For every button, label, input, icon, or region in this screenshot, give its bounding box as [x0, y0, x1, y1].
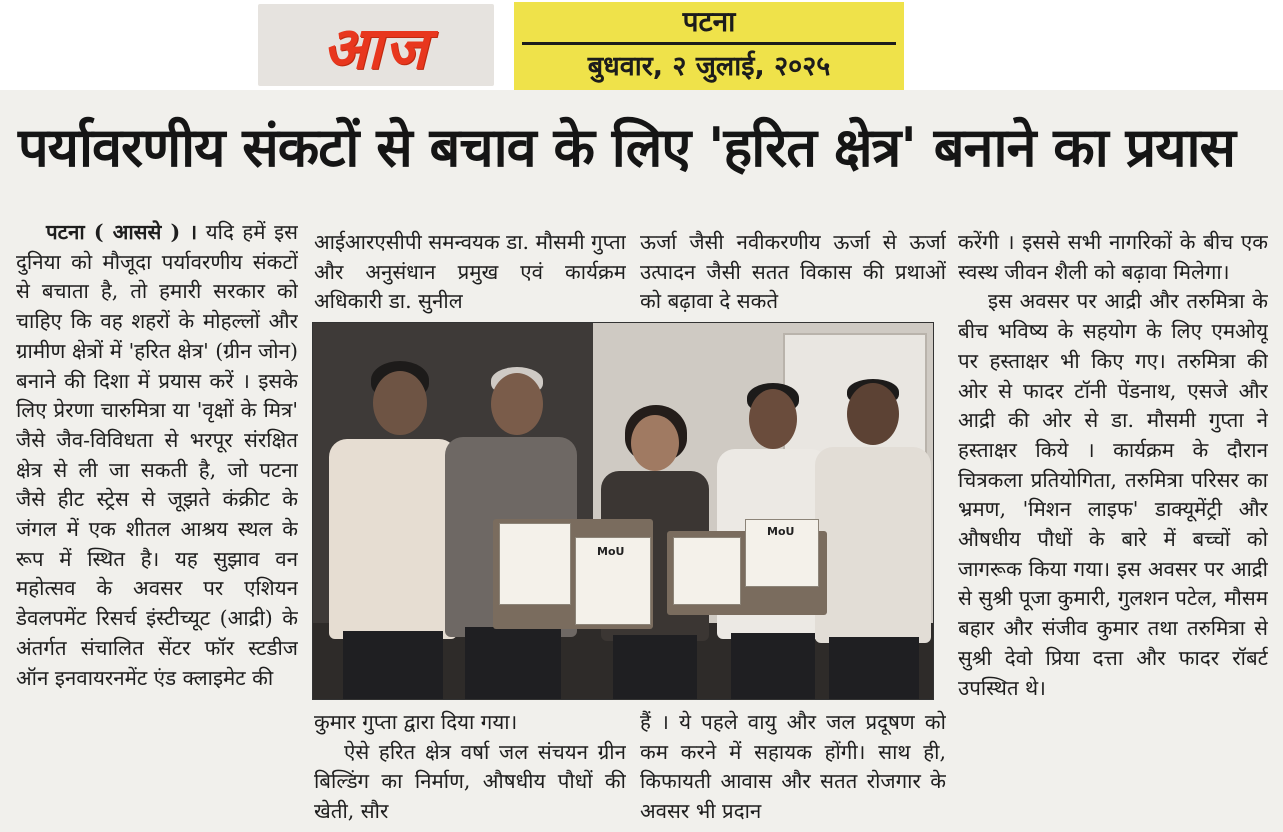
article-column-3-bottom	[640, 708, 946, 828]
mou-signing-photo	[312, 322, 934, 700]
person-5	[811, 379, 933, 699]
edition-date: बुधवार, २ जुलाई, २०२५	[587, 51, 831, 82]
column-3-bottom-text: हैं । ये पहले वायु और जल प्रदूषण को कम करने में सहायक होंगी। साथ ही, किफायती आवास और सतत रोजगार के अवसर भी प्रदान	[640, 710, 946, 824]
column-3-top-text: ऊर्जा जैसी नवीकरणीय ऊर्जा से ऊर्जा उत्पादन जैसी सतत विकास की प्रथाओं को बढ़ावा दे सकते	[640, 230, 946, 314]
column-4-paragraph-1: करेंगी । इससे सभी नागरिकों के बीच एक स्वस्थ जीवन शैली को बढ़ावा मिलेगा।	[958, 230, 1268, 284]
column-2-bottom-line: कुमार गुप्ता द्वारा दिया गया।	[314, 710, 518, 734]
article-dateline: पटना ( आससे ) ।	[46, 220, 198, 244]
mou-document-left-page	[499, 523, 571, 605]
article-headline: पर्यावरणीय संकटों से बचाव के लिए 'हरित क्षेत्र' बनाने का प्रयास	[18, 116, 1236, 179]
article-column-4	[958, 228, 1268, 828]
edition-dateline-box	[514, 2, 904, 94]
mou-label-left: MoU	[597, 545, 625, 558]
edition-city: पटना	[682, 5, 736, 38]
column-4-paragraph-2: इस अवसर पर आद्री और तरुमित्रा के बीच भविष्य के सहयोग के लिए एमओयू पर हस्ताक्षर भी किए गए। तरुमित्रा की ओर से फादर टॉनी पेंडनाथ, एसजे और आद्री की ओर से डा. मौसमी गुप्ता ने हस्ताक्षर किये । कार्यक्रम के दौरान चित्रकला प्रतियोगिता, तरुमित्रा परिसर का भ्रमण, 'मिशन लाइफ' डाक्यूमेंट्री और औषधीय पौधों के बारे में बच्चों को जागरूक किया गया। इस अवसर पर आद्री से सुश्री पूजा कुमारी, गुलशन पटेल, मौसम बहार और संजीव कुमार तथा तरुमित्रा से सुश्री देवो प्रिया दत्ता और फादर रॉबर्ट उपस्थित थे।	[958, 289, 1268, 700]
article-column-1	[16, 218, 298, 828]
logo-text: आज	[322, 13, 430, 82]
article-column-3-top	[640, 228, 946, 320]
mou-document-right-page	[673, 537, 741, 605]
dateline-divider	[522, 42, 896, 45]
column-1-text: यदि हमें इस दुनिया को मौजूदा पर्यावरणीय संकटों से बचाता है, तो हमारी सरकार को चाहिए कि वह शहरों के मोहल्लों और ग्रामीण क्षेत्रों में 'हरित क्षेत्र' (ग्रीन जोन) बनाने की दिशा में प्रयास करें । इसके लिए प्रेरणा चारुमित्रा या 'वृक्षों के मित्र' जैसे जैव-विविधता से भरपूर संरक्षित क्षेत्र से ली जा सकती है, जो पटना जैसे हीट स्ट्रेस से जूझते कंक्रीट के जंगल में एक शीतल आश्रय स्थल के रूप में स्थित है। यह सुझाव वन महोत्सव के अवसर पर एशियन डेवलपमेंट रिसर्च इंस्टीच्यूट (आद्री) के अंतर्गत संचालित सेंटर फॉर स्टडीज ऑन इनवायरनमेंट एंड क्लाइमेट की	[16, 220, 298, 690]
article-column-2-top	[314, 228, 626, 320]
column-2-top-text: आईआरएसीपी समन्वयक डा. मौसमी गुप्ता और अनुसंधान प्रमुख एवं कार्यक्रम अधिकारी डा. सुनील	[314, 230, 626, 314]
newspaper-logo	[258, 4, 494, 86]
column-2-bottom-text: ऐसे हरित क्षेत्र वर्षा जल संचयन ग्रीन बिल्डिंग का निर्माण, औषधीय पौधों की खेती, सौर	[314, 739, 626, 824]
article-column-2-bottom	[314, 708, 626, 828]
mou-label-right: MoU	[767, 525, 795, 538]
